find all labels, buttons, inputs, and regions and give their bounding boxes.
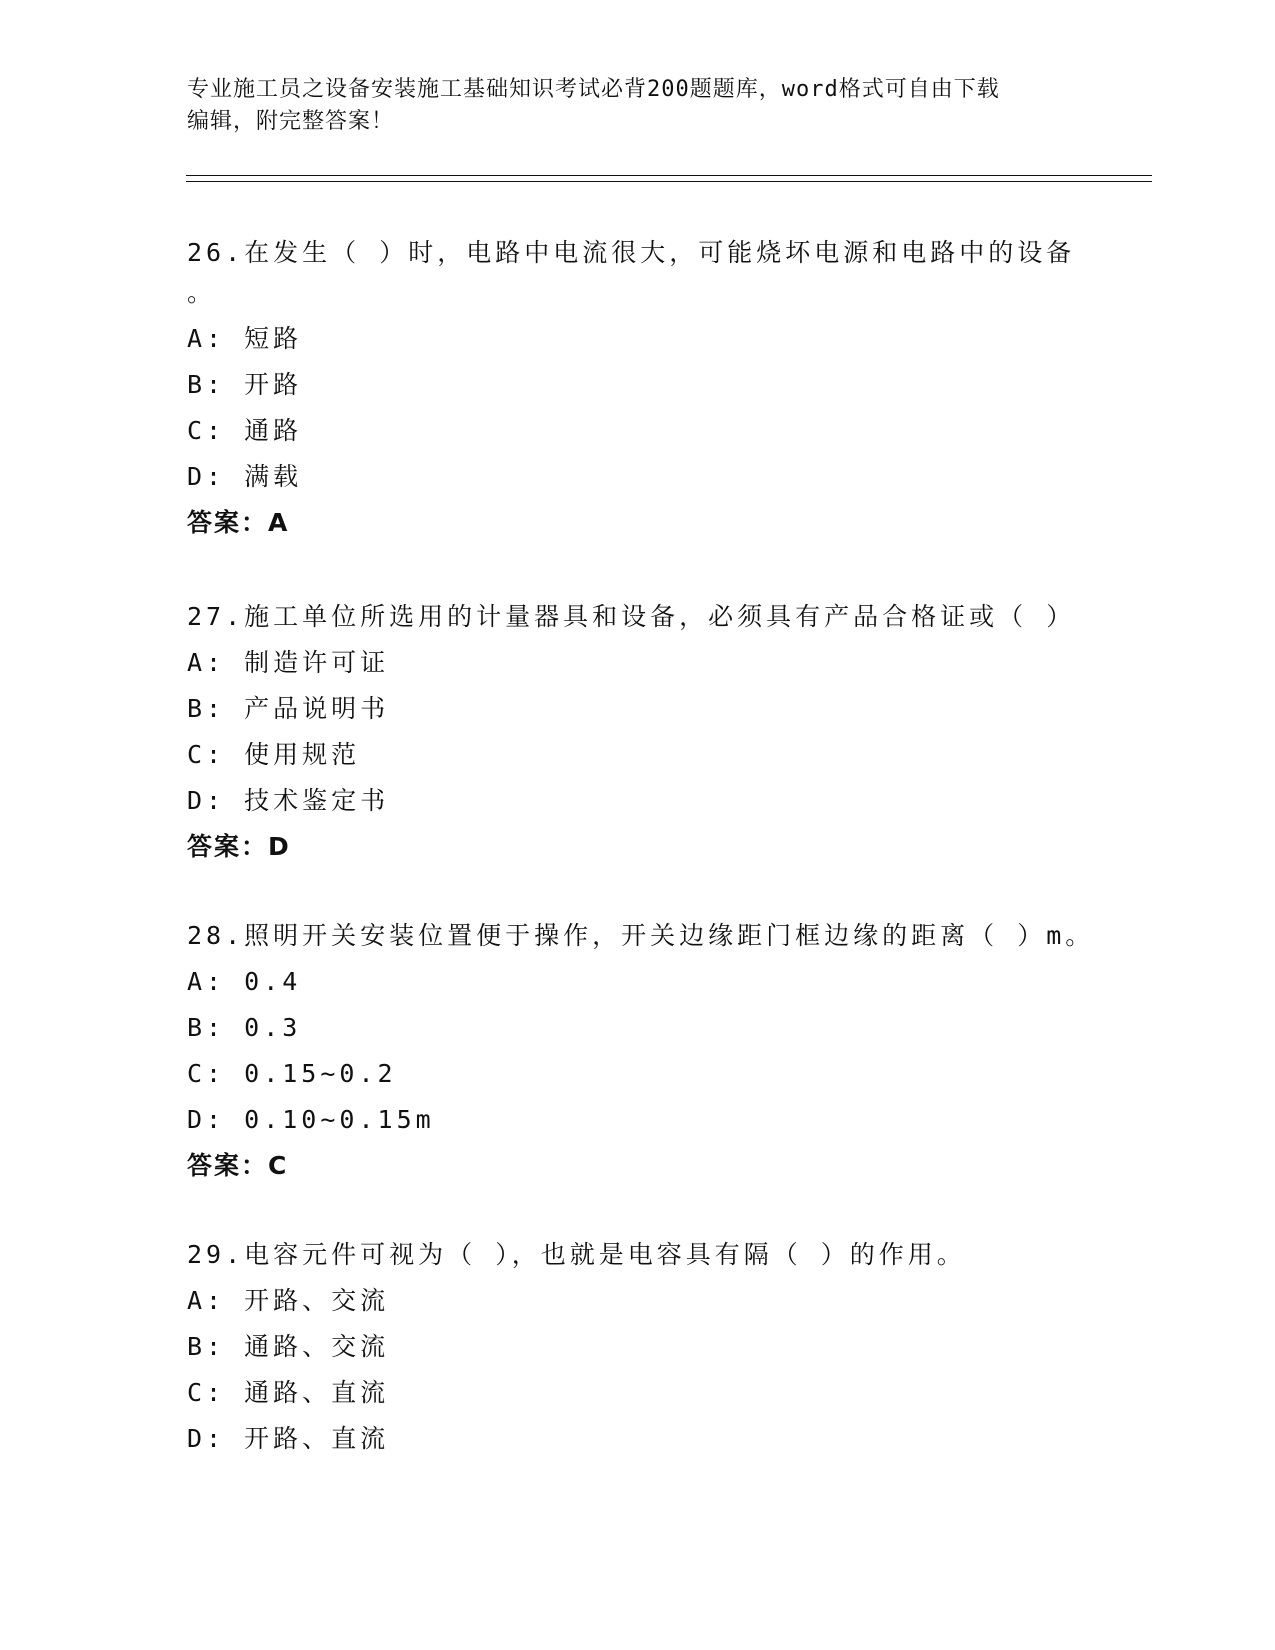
option-c: C: 通路、直流 [187,1378,390,1407]
option-a: A: 制造许可证 [187,648,390,677]
option-a: A: 短路 [187,324,303,353]
document-header [187,74,1087,138]
question-27 [187,594,1087,870]
header-line-2: 编辑，附完整答案！ [187,109,395,134]
option-b: B: 通路、交流 [187,1332,390,1361]
option-c: C: 通路 [187,416,303,445]
question-stem-line: 26.在发生（ ）时，电路中电流很大，可能烧坏电源和电路中的设备 [187,238,1076,267]
question-26 [187,230,1087,546]
question-stem-line: 27.施工单位所选用的计量器具和设备，必须具有产品合格证或（ ） [187,602,1076,631]
question-stem-line: 28.照明开关安装位置便于操作，开关边缘距门框边缘的距离（ ）m。 [187,921,1095,950]
option-c: C: 使用规范 [187,740,361,769]
answer: 答案：A [187,508,290,537]
option-a: A: 0.4 [187,967,302,996]
header-divider-top [186,175,1152,176]
header-line-1: 专业施工员之设备安装施工基础知识考试必背200题题库，word格式可自由下载 [187,77,1000,102]
question-29 [187,1232,1087,1462]
question-28 [187,913,1095,1189]
answer: 答案：C [187,1151,289,1180]
option-b: B: 开路 [187,370,303,399]
option-a: A: 开路、交流 [187,1286,390,1315]
option-b: B: 0.3 [187,1013,302,1042]
header-divider-bottom [186,181,1152,182]
question-stem-line: 。 [187,278,217,307]
option-d: D: 技术鉴定书 [187,786,390,815]
option-c: C: 0.15~0.2 [187,1059,397,1088]
option-b: B: 产品说明书 [187,694,390,723]
option-d: D: 开路、直流 [187,1424,390,1453]
answer: 答案：D [187,832,291,861]
option-d: D: 0.10~0.15m [187,1105,435,1134]
option-d: D: 满载 [187,462,303,491]
question-stem-line: 29.电容元件可视为（ ），也就是电容具有隔（ ）的作用。 [187,1240,966,1269]
